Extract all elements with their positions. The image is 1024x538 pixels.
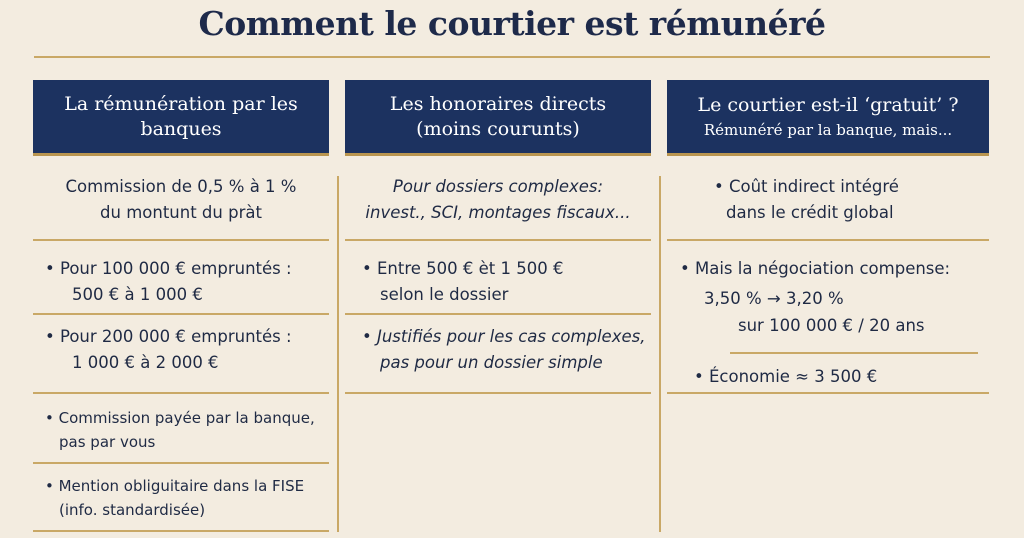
cell-text: • Mais la négociation compense:: [680, 259, 951, 278]
cell-text: 500 € à 1 000 €: [72, 284, 203, 304]
cell-example-200k: [45, 324, 335, 375]
row-divider: [345, 313, 651, 315]
column-header-title: Le courtier est-il ‘gratuit’ ?: [697, 94, 959, 117]
column-header-title: La rémunération par les banques: [64, 93, 298, 140]
column-header: [33, 80, 329, 156]
cell-fise-mention: [45, 474, 335, 522]
column-header: [345, 80, 651, 156]
cell-example-100k: [45, 256, 335, 307]
cell-text: du montunt du pràt: [100, 202, 262, 222]
column-free-broker: [667, 80, 989, 156]
page-title: Comment le courtier est rémunéré: [198, 4, 826, 43]
title-divider: [34, 56, 990, 58]
row-divider: [345, 392, 651, 394]
row-divider: [33, 530, 329, 532]
column-header: [667, 80, 989, 156]
cell-text: • Commission payée par la banque,: [45, 409, 315, 427]
cell-text: Pour dossiers complexes:: [392, 177, 604, 196]
row-divider: [33, 462, 329, 464]
row-divider: [730, 352, 978, 354]
rate-change: 3,50 % → 3,20 %: [704, 288, 844, 308]
cell-indirect-cost: [714, 174, 984, 225]
cell-text: invest., SCI, montages fiscaux...: [365, 202, 631, 222]
row-divider: [345, 239, 651, 241]
cell-text: sur 100 000 € / 20 ans: [738, 316, 925, 336]
cell-text: selon le dossier: [380, 284, 509, 304]
cell-text: Commission de 0,5 % à 1 %: [65, 177, 297, 196]
cell-justified: [362, 324, 652, 375]
cell-text: • Mention obliguitaire dans la FISE: [45, 477, 305, 495]
row-divider: [667, 239, 989, 241]
cell-text: • Pour 100 000 € empruntés :: [45, 259, 292, 278]
cell-text: • Entre 500 € èt 1 500 €: [362, 259, 564, 278]
column-separator: [659, 176, 661, 532]
row-divider: [33, 239, 329, 241]
cell-text: • Justifiés pour les cas complexes,: [362, 327, 646, 346]
row-divider: [667, 392, 989, 394]
cell-text: pas pour un dossier simple: [380, 352, 603, 372]
column-direct-fees: [345, 80, 651, 156]
column-separator: [337, 176, 339, 532]
cell-text: dans le crédit global: [726, 202, 894, 222]
row-divider: [33, 313, 329, 315]
column-header-subtitle: Rémunéré par la banque, mais...: [703, 120, 953, 139]
row-divider: [33, 392, 329, 394]
cell-text: (info. standardisée): [59, 501, 206, 519]
cell-savings: [694, 364, 984, 390]
column-header-title: Les honoraires directs (moins courunts): [389, 93, 607, 140]
cell-complex-files: [345, 174, 651, 225]
cell-negotiation: [680, 256, 985, 339]
column-bank-remuneration: [33, 80, 329, 156]
cell-text: • Coût indirect intégré: [714, 177, 899, 196]
cell-bank-pays: [45, 406, 335, 454]
cell-text: pas par vous: [59, 433, 156, 451]
cell-fee-range: [362, 256, 652, 307]
cell-text: 1 000 € à 2 000 €: [72, 352, 219, 372]
cell-text: • Économie ≈ 3 500 €: [694, 367, 878, 386]
cell-text: • Pour 200 000 € empruntés :: [45, 327, 292, 346]
cell-commission-rate: [33, 174, 329, 225]
